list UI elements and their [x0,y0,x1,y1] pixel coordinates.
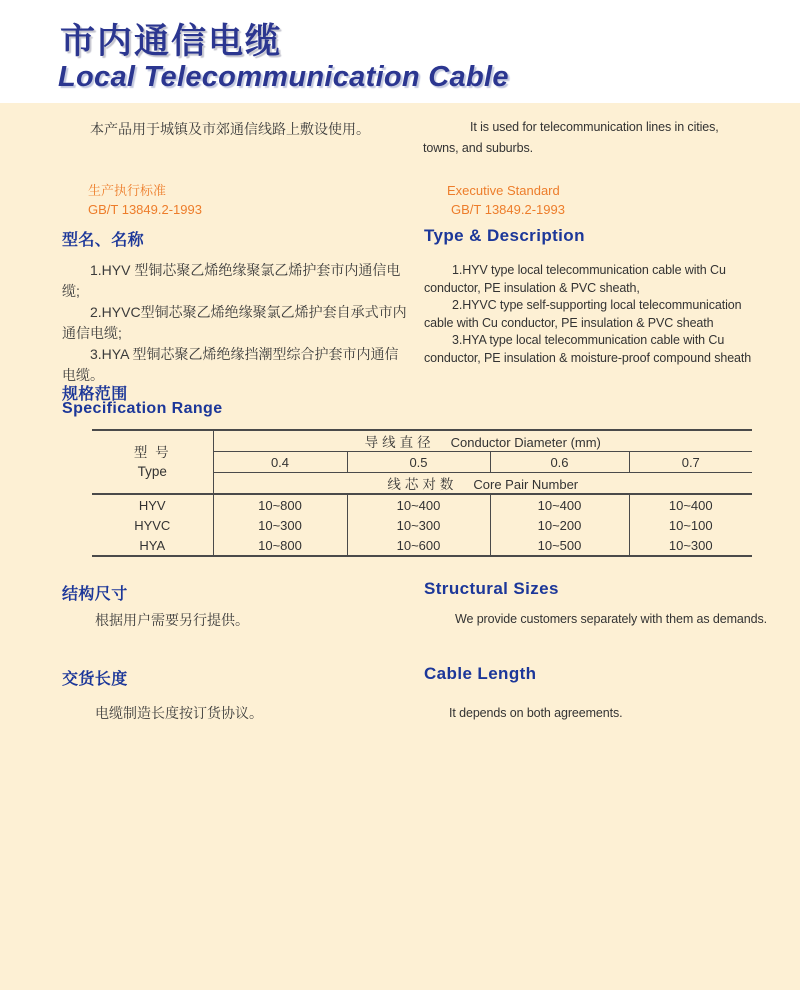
table-header-type-en: Type [137,464,167,479]
standard-label-zh: 生产执行标准 [88,183,167,198]
spec-table [92,429,752,557]
cell-value: 10~500 [490,535,629,556]
standard-block-en [447,181,565,219]
table-row [92,494,752,515]
section-heading-spec-zh: 规格范围 [62,386,128,403]
cell-value: 10~200 [490,515,629,535]
table-header-pair-zh: 线芯对数 [387,477,458,492]
cell-value: 10~400 [668,497,713,513]
diameter-col-header: 0.7 [629,452,752,473]
row-label: HYA [92,535,213,556]
table-header-pair-en: Core Pair Number [473,477,579,492]
table-header-type-zh: 型 号 [133,445,171,460]
type-item-en: 1.HYV type local telecommunication cable with Cu conductor, PE insulation & PVC sheath, [424,263,726,295]
row-label: HYVC [92,515,213,535]
type-item-zh: 1.HYV 型铜芯聚乙烯绝缘聚氯乙烯护套市内通信电缆; [62,262,401,299]
section-heading-structural-zh: 结构尺寸 [62,586,128,603]
type-item-en: 2.HYVC type self-supporting local telecommunication cable with Cu conductor, PE insulation & PVC sheath [424,298,742,330]
diameter-col-header: 0.5 [347,452,490,473]
type-item-en: 3.HYA type local telecommunication cable with Cu conductor, PE insulation & moisture-proof compound sheath [424,333,752,365]
cell-value: 10~100 [668,517,713,533]
section-heading-spec-en: Specification Range [62,400,223,417]
section-heading-length-zh: 交货长度 [62,671,128,688]
table-header-diameter-zh: 导线直径 [364,435,435,450]
length-body-zh: 电缆制造长度按订货协议。 [95,705,263,721]
structural-body-en: We provide customers separately with them as demands. [455,612,767,626]
table-header-type [92,430,213,494]
section-heading-type-en: Type & Description [424,226,585,245]
cell-value: 10~800 [213,535,347,556]
table-row [92,515,752,535]
length-body-en: It depends on both agreements. [449,706,623,720]
row-label: HYV [92,494,213,515]
cell-value: 10~800 [213,494,347,515]
table-header-diameter [213,430,752,452]
page-title-zh: 市内通信电缆 [60,22,283,61]
table-row [92,535,752,556]
structural-body-zh: 根据用户需要另行提供。 [95,612,249,628]
standard-value-en: GB/T 13849.2-1993 [451,202,565,217]
standard-value-zh: GB/T 13849.2-1993 [88,202,202,217]
section-heading-structural-en: Structural Sizes [424,579,559,598]
cell-value: 10~300 [347,515,490,535]
standard-label-en: Executive Standard [447,183,560,198]
table-header-pair [213,473,752,495]
type-item-zh: 2.HYVC型铜芯聚乙烯绝缘聚氯乙烯护套自承式市内通信电缆; [62,304,407,341]
cell-value: 10~300 [213,515,347,535]
section-heading-length-en: Cable Length [424,664,537,683]
table-header-diameter-en: Conductor Diameter (mm) [450,435,601,450]
standard-block-zh [88,181,202,219]
intro-paragraph-zh: 本产品用于城镇及市郊通信线路上敷设使用。 [90,121,370,137]
type-list-zh [62,260,410,386]
type-item-zh: 3.HYA 型铜芯聚乙烯绝缘挡潮型综合护套市内通信电缆。 [62,346,399,383]
cell-value: 10~300 [629,535,752,556]
section-heading-type-zh: 型名、名称 [62,232,145,249]
cell-value: 10~400 [490,494,629,515]
type-list-en [424,262,764,367]
page-title-en: Local Telecommunication Cable [58,61,509,93]
diameter-col-header: 0.4 [213,452,347,473]
intro-paragraph-en: It is used for telecommunication lines in cities, towns, and suburbs. [423,120,719,155]
cell-value: 10~600 [347,535,490,556]
cell-value: 10~400 [347,494,490,515]
diameter-col-header: 0.6 [490,452,629,473]
